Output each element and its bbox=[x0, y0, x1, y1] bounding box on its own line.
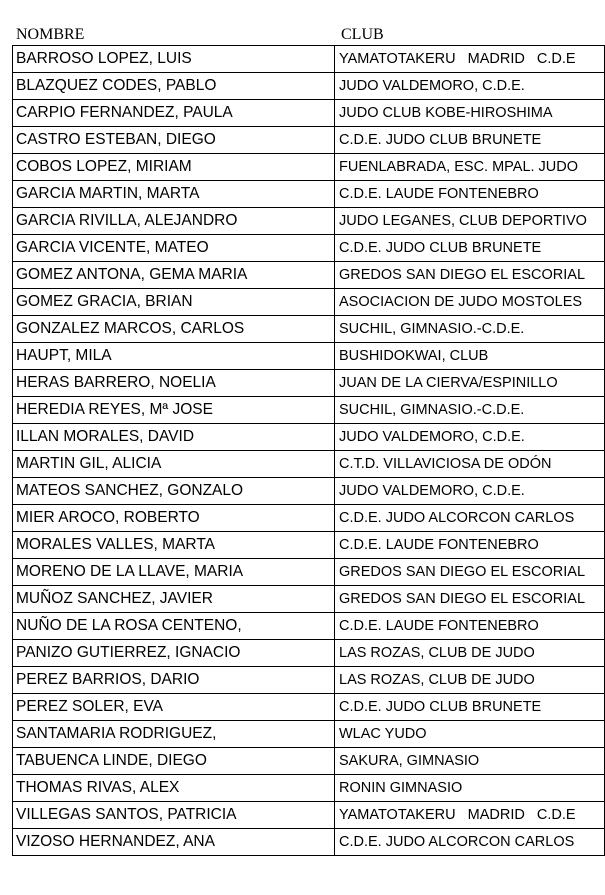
table-row bbox=[13, 289, 605, 316]
athlete-name-cell: MIER AROCO, ROBERTO bbox=[13, 505, 335, 532]
club-cell: RONIN GIMNASIO bbox=[335, 775, 605, 802]
table-row bbox=[13, 370, 605, 397]
table-row bbox=[13, 127, 605, 154]
club-cell: GREDOS SAN DIEGO EL ESCORIAL bbox=[335, 559, 605, 586]
table-row bbox=[13, 397, 605, 424]
club-cell: C.T.D. VILLAVICIOSA DE ODÓN bbox=[335, 451, 605, 478]
club-cell: LAS ROZAS, CLUB DE JUDO bbox=[335, 640, 605, 667]
athlete-name-cell: GARCIA MARTIN, MARTA bbox=[13, 181, 335, 208]
athlete-name-cell: COBOS LOPEZ, MIRIAM bbox=[13, 154, 335, 181]
club-cell: C.D.E. LAUDE FONTENEBRO bbox=[335, 613, 605, 640]
athlete-name-cell: MATEOS SANCHEZ, GONZALO bbox=[13, 478, 335, 505]
athlete-name-cell: MORALES VALLES, MARTA bbox=[13, 532, 335, 559]
table-row bbox=[13, 694, 605, 721]
club-cell: GREDOS SAN DIEGO EL ESCORIAL bbox=[335, 586, 605, 613]
club-cell: LAS ROZAS, CLUB DE JUDO bbox=[335, 667, 605, 694]
club-cell: JUDO VALDEMORO, C.D.E. bbox=[335, 73, 605, 100]
club-cell: C.D.E. JUDO ALCORCON CARLOS bbox=[335, 829, 605, 856]
athlete-name-cell: THOMAS RIVAS, ALEX bbox=[13, 775, 335, 802]
table-row bbox=[13, 343, 605, 370]
club-cell: C.D.E. JUDO ALCORCON CARLOS bbox=[335, 505, 605, 532]
athlete-name-cell: BLAZQUEZ CODES, PABLO bbox=[13, 73, 335, 100]
athlete-name-cell: PEREZ BARRIOS, DARIO bbox=[13, 667, 335, 694]
table-row bbox=[13, 316, 605, 343]
club-cell: JUAN DE LA CIERVA/ESPINILLO bbox=[335, 370, 605, 397]
athlete-name-cell: BARROSO LOPEZ, LUIS bbox=[13, 46, 335, 73]
table-row bbox=[13, 451, 605, 478]
club-cell: SUCHIL, GIMNASIO.-C.D.E. bbox=[335, 316, 605, 343]
athlete-club-table bbox=[12, 45, 605, 856]
table-row bbox=[13, 613, 605, 640]
athlete-name-cell: GOMEZ GRACIA, BRIAN bbox=[13, 289, 335, 316]
table-row bbox=[13, 100, 605, 127]
table-row bbox=[13, 262, 605, 289]
table-body bbox=[13, 46, 605, 856]
athlete-name-cell: GARCIA RIVILLA, ALEJANDRO bbox=[13, 208, 335, 235]
club-cell: C.D.E. JUDO CLUB BRUNETE bbox=[335, 235, 605, 262]
club-cell: JUDO LEGANES, CLUB DEPORTIVO bbox=[335, 208, 605, 235]
table-row bbox=[13, 532, 605, 559]
club-cell: C.D.E. LAUDE FONTENEBRO bbox=[335, 181, 605, 208]
table-row bbox=[13, 802, 605, 829]
athlete-name-cell: SANTAMARIA RODRIGUEZ, bbox=[13, 721, 335, 748]
athlete-name-cell: MARTIN GIL, ALICIA bbox=[13, 451, 335, 478]
table-row bbox=[13, 829, 605, 856]
club-cell: FUENLABRADA, ESC. MPAL. JUDO bbox=[335, 154, 605, 181]
table-row bbox=[13, 235, 605, 262]
table-row bbox=[13, 46, 605, 73]
athlete-name-cell: TABUENCA LINDE, DIEGO bbox=[13, 748, 335, 775]
athlete-name-cell: MUÑOZ SANCHEZ, JAVIER bbox=[13, 586, 335, 613]
table-row bbox=[13, 424, 605, 451]
club-cell: C.D.E. JUDO CLUB BRUNETE bbox=[335, 694, 605, 721]
club-cell: JUDO VALDEMORO, C.D.E. bbox=[335, 424, 605, 451]
club-cell: GREDOS SAN DIEGO EL ESCORIAL bbox=[335, 262, 605, 289]
athlete-name-cell: GOMEZ ANTONA, GEMA MARIA bbox=[13, 262, 335, 289]
table-row bbox=[13, 505, 605, 532]
athlete-name-cell: VILLEGAS SANTOS, PATRICIA bbox=[13, 802, 335, 829]
athlete-name-cell: VIZOSO HERNANDEZ, ANA bbox=[13, 829, 335, 856]
athlete-name-cell: GARCIA VICENTE, MATEO bbox=[13, 235, 335, 262]
table-row bbox=[13, 748, 605, 775]
table-row bbox=[13, 667, 605, 694]
athlete-name-cell: PANIZO GUTIERREZ, IGNACIO bbox=[13, 640, 335, 667]
table-row bbox=[13, 640, 605, 667]
athlete-name-cell: HAUPT, MILA bbox=[13, 343, 335, 370]
column-header-nombre: NOMBRE bbox=[16, 26, 85, 43]
club-cell: C.D.E. JUDO CLUB BRUNETE bbox=[335, 127, 605, 154]
table-row bbox=[13, 154, 605, 181]
table-row bbox=[13, 478, 605, 505]
club-cell: SAKURA, GIMNASIO bbox=[335, 748, 605, 775]
table-row bbox=[13, 559, 605, 586]
athlete-name-cell: ILLAN MORALES, DAVID bbox=[13, 424, 335, 451]
table-row bbox=[13, 586, 605, 613]
club-cell: SUCHIL, GIMNASIO.-C.D.E. bbox=[335, 397, 605, 424]
club-cell: ASOCIACION DE JUDO MOSTOLES bbox=[335, 289, 605, 316]
athlete-name-cell: HEREDIA REYES, Mª JOSE bbox=[13, 397, 335, 424]
athlete-name-cell: CASTRO ESTEBAN, DIEGO bbox=[13, 127, 335, 154]
table-row bbox=[13, 775, 605, 802]
club-cell: C.D.E. LAUDE FONTENEBRO bbox=[335, 532, 605, 559]
club-cell: WLAC YUDO bbox=[335, 721, 605, 748]
table-row bbox=[13, 208, 605, 235]
athlete-name-cell: MORENO DE LA LLAVE, MARIA bbox=[13, 559, 335, 586]
table-row bbox=[13, 73, 605, 100]
athlete-name-cell: CARPIO FERNANDEZ, PAULA bbox=[13, 100, 335, 127]
athlete-name-cell: GONZALEZ MARCOS, CARLOS bbox=[13, 316, 335, 343]
table-row bbox=[13, 181, 605, 208]
athlete-name-cell: NUÑO DE LA ROSA CENTENO, bbox=[13, 613, 335, 640]
column-header-club: CLUB bbox=[341, 26, 384, 43]
club-cell: JUDO VALDEMORO, C.D.E. bbox=[335, 478, 605, 505]
athlete-name-cell: HERAS BARRERO, NOELIA bbox=[13, 370, 335, 397]
table-header bbox=[0, 24, 605, 44]
club-cell: BUSHIDOKWAI, CLUB bbox=[335, 343, 605, 370]
athlete-name-cell: PEREZ SOLER, EVA bbox=[13, 694, 335, 721]
club-cell: YAMATOTAKERU MADRID C.D.E bbox=[335, 46, 605, 73]
club-cell: YAMATOTAKERU MADRID C.D.E bbox=[335, 802, 605, 829]
table-row bbox=[13, 721, 605, 748]
club-cell: JUDO CLUB KOBE-HIROSHIMA bbox=[335, 100, 605, 127]
